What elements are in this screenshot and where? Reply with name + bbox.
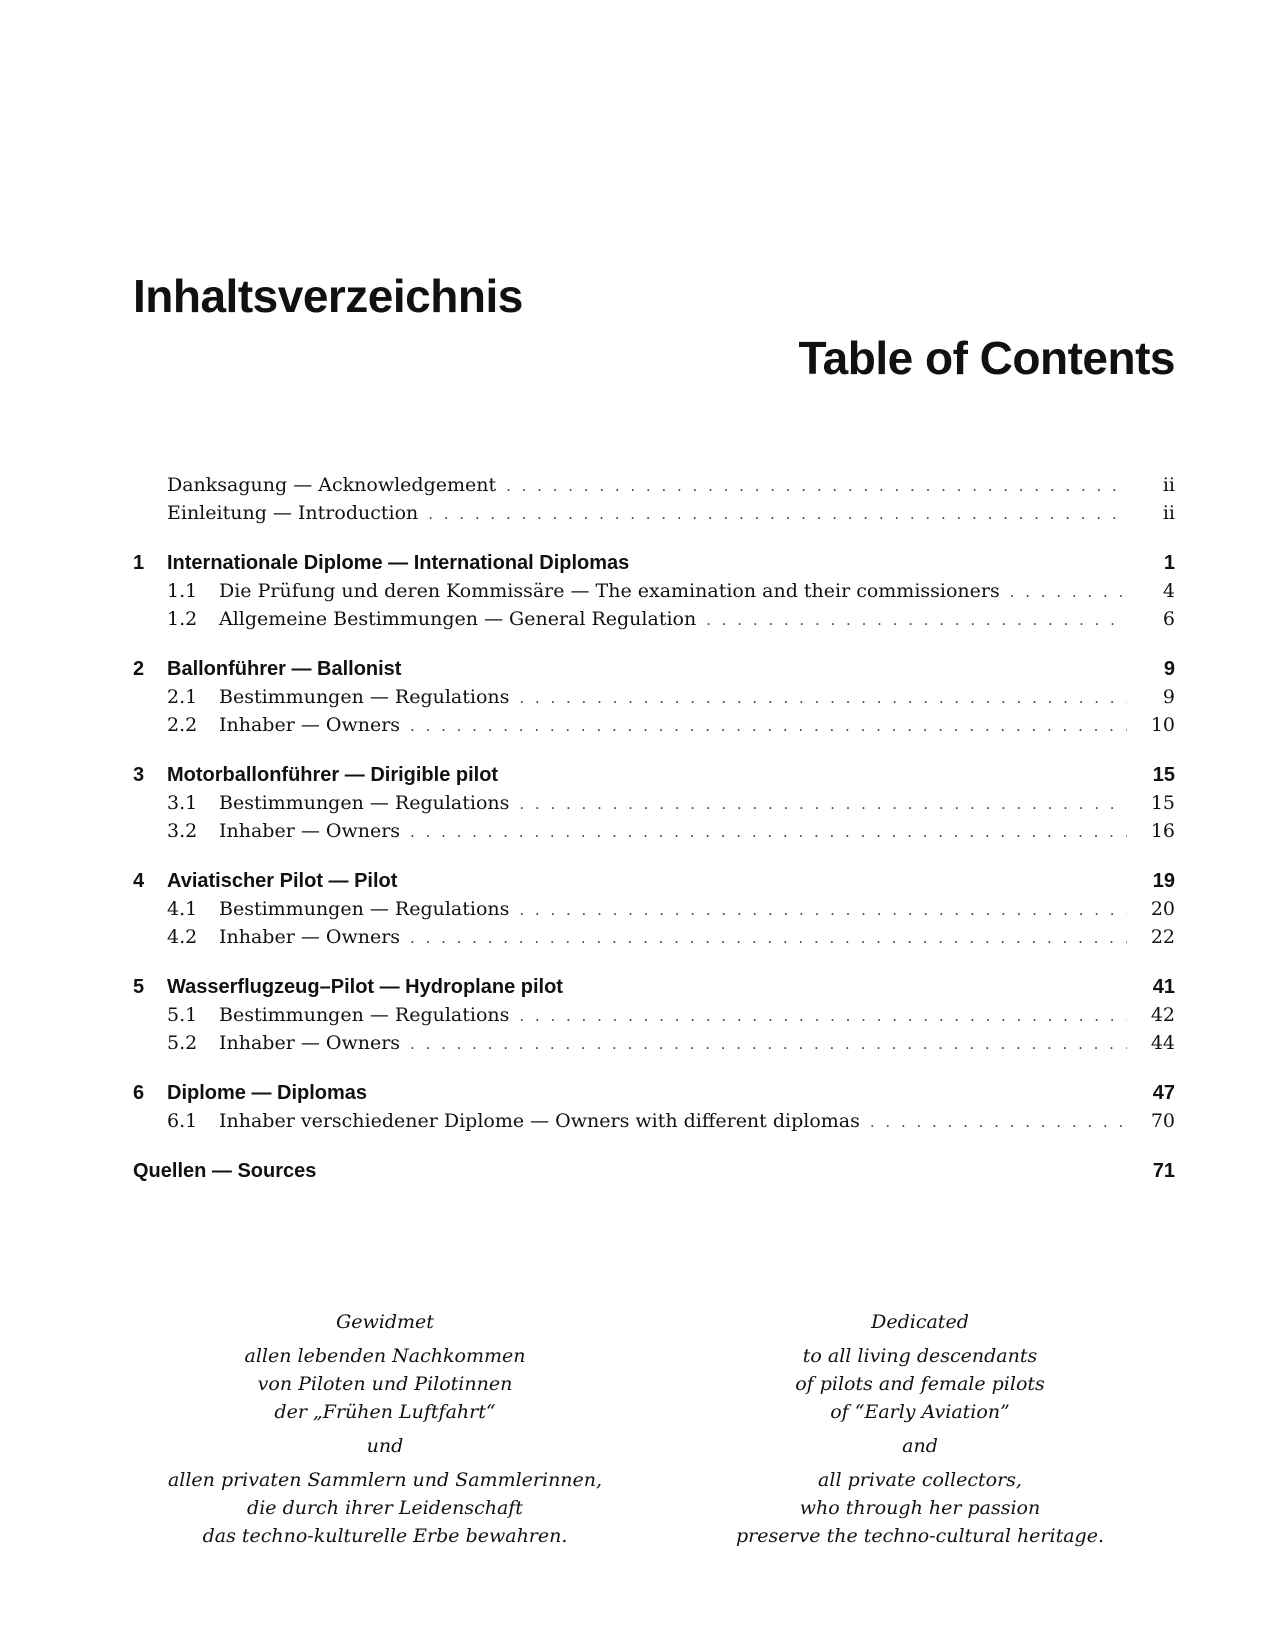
toc-leader-dots (1010, 583, 1127, 601)
dedication-text: to all living descendants of pilots and female pilots of “Early Aviation” (795, 1345, 1045, 1423)
toc-chapter-5[interactable] (133, 976, 1175, 1004)
toc-section-number: 6.1 (167, 1110, 198, 1132)
toc-section-label: Bestimmungen — Regulations (219, 792, 510, 814)
toc-section-page: 22 (1150, 926, 1175, 948)
toc-leader-dots (706, 611, 1127, 629)
toc-entry-page: ii (1162, 474, 1175, 496)
toc-section-1-1[interactable] (133, 580, 1175, 608)
toc-chapter-page: 15 (1152, 764, 1175, 786)
toc-chapter-label: Wasserflugzeug–Pilot — Hydroplane pilot (167, 976, 563, 998)
toc-section-label: Inhaber — Owners (219, 714, 401, 736)
toc-leader-dots (428, 505, 1127, 523)
toc-section-5-1[interactable] (133, 1004, 1175, 1032)
dedication-german (155, 1308, 615, 1556)
dedication-text: allen lebenden Nachkommen von Piloten und Pilotinnen der „Frühen Luftfahrt“ (244, 1345, 526, 1423)
toc-chapter-page: 41 (1152, 976, 1175, 998)
toc-chapter-3[interactable] (133, 764, 1175, 792)
toc-section-label: Inhaber verschiedener Diplome — Owners with different diplomas (219, 1110, 860, 1132)
toc-section-number: 5.1 (167, 1004, 198, 1026)
toc-chapter-page: 47 (1152, 1082, 1175, 1104)
toc-section-label: Bestimmungen — Regulations (219, 898, 510, 920)
toc-chapter-page: 19 (1152, 870, 1175, 892)
toc-section-number: 1.1 (167, 580, 198, 602)
toc-section-number: 2.1 (167, 686, 198, 708)
toc-leader-dots (506, 477, 1127, 495)
dedication-heading: Dedicated (871, 1311, 969, 1333)
toc-section-number: 4.1 (167, 898, 198, 920)
toc-leader-dots (870, 1113, 1127, 1131)
toc-chapter-page: 9 (1163, 658, 1175, 680)
toc-section-page: 42 (1150, 1004, 1175, 1026)
dedication-conjunction: und (366, 1435, 404, 1457)
toc-section-page: 10 (1150, 714, 1175, 736)
toc-chapter-label: Aviatischer Pilot — Pilot (167, 870, 398, 892)
toc-chapter-page: 1 (1163, 552, 1175, 574)
toc-section-page: 15 (1150, 792, 1175, 814)
toc-section-2-1[interactable] (133, 686, 1175, 714)
toc-section-label: Inhaber — Owners (219, 820, 401, 842)
dedication-heading: Gewidmet (336, 1311, 434, 1333)
toc-section-5-2[interactable] (133, 1032, 1175, 1060)
toc-entry-acknowledgement[interactable] (133, 474, 1175, 502)
toc-leader-dots (410, 929, 1127, 947)
dedication-text: allen privaten Sammlern und Sammlerinnen, die durch ihrer Leidenschaft das techno-kulturelle Erbe bewahren. (167, 1469, 603, 1547)
toc-chapter-number: 4 (133, 870, 145, 892)
toc-entry-introduction[interactable] (133, 502, 1175, 530)
toc-leader-dots (519, 1007, 1127, 1025)
toc-chapter-1[interactable] (133, 552, 1175, 580)
toc-chapter-number: 3 (133, 764, 145, 786)
toc-section-label: Bestimmungen — Regulations (219, 686, 510, 708)
dedication-text: all private collectors, who through her passion preserve the techno-cultural heritage. (736, 1469, 1104, 1547)
toc-section-label: Allgemeine Bestimmungen — General Regulation (219, 608, 697, 630)
toc-chapter-number: 6 (133, 1082, 145, 1104)
toc-section-number: 4.2 (167, 926, 198, 948)
toc-leader-dots (410, 717, 1127, 735)
toc-entry-label: Einleitung — Introduction (167, 502, 419, 524)
toc-chapter-label: Internationale Diplome — International Diplomas (167, 552, 630, 574)
toc-chapter-number: 2 (133, 658, 145, 680)
toc-section-label: Inhaber — Owners (219, 926, 401, 948)
toc-entry-label: Danksagung — Acknowledgement (167, 474, 497, 496)
toc-section-label: Die Prüfung und deren Kommissäre — The examination and their commissioners (219, 580, 1000, 602)
toc-section-3-2[interactable] (133, 820, 1175, 848)
toc-leader-dots (410, 823, 1127, 841)
page-title-german: Inhaltsverzeichnis (133, 270, 523, 322)
toc-entry-page: 71 (1152, 1160, 1175, 1182)
toc-leader-dots (410, 1035, 1127, 1053)
toc-section-number: 2.2 (167, 714, 198, 736)
toc-section-number: 1.2 (167, 608, 198, 630)
toc-section-page: 9 (1162, 686, 1175, 708)
toc-section-2-2[interactable] (133, 714, 1175, 742)
toc-section-number: 5.2 (167, 1032, 198, 1054)
toc-chapter-label: Ballonführer — Ballonist (167, 658, 402, 680)
toc-section-label: Inhaber — Owners (219, 1032, 401, 1054)
toc-chapter-label: Diplome — Diplomas (167, 1082, 368, 1104)
toc-section-page: 4 (1162, 580, 1175, 602)
toc-chapter-label: Motorballonführer — Dirigible pilot (167, 764, 499, 786)
toc-entry-label: Quellen — Sources (133, 1160, 317, 1182)
table-of-contents (133, 474, 1175, 1188)
toc-leader-dots (519, 901, 1127, 919)
dedication-conjunction: and (902, 1435, 938, 1457)
toc-chapter-number: 5 (133, 976, 145, 998)
toc-leader-dots (519, 795, 1127, 813)
toc-section-1-2[interactable] (133, 608, 1175, 636)
toc-section-page: 16 (1150, 820, 1175, 842)
dedication-english (690, 1308, 1150, 1556)
toc-entry-sources[interactable] (133, 1160, 1175, 1188)
toc-section-3-1[interactable] (133, 792, 1175, 820)
toc-section-page: 44 (1150, 1032, 1175, 1054)
toc-section-number: 3.1 (167, 792, 198, 814)
toc-section-number: 3.2 (167, 820, 198, 842)
toc-section-page: 20 (1150, 898, 1175, 920)
toc-entry-page: ii (1162, 502, 1175, 524)
toc-section-page: 70 (1150, 1110, 1175, 1132)
toc-leader-dots (519, 689, 1127, 707)
toc-section-label: Bestimmungen — Regulations (219, 1004, 510, 1026)
page-title-english: Table of Contents (798, 332, 1175, 384)
toc-section-4-2[interactable] (133, 926, 1175, 954)
toc-chapter-6[interactable] (133, 1082, 1175, 1110)
toc-section-4-1[interactable] (133, 898, 1175, 926)
toc-section-6-1[interactable] (133, 1110, 1175, 1138)
toc-chapter-4[interactable] (133, 870, 1175, 898)
toc-chapter-number: 1 (133, 552, 145, 574)
toc-section-page: 6 (1162, 608, 1175, 630)
toc-chapter-2[interactable] (133, 658, 1175, 686)
